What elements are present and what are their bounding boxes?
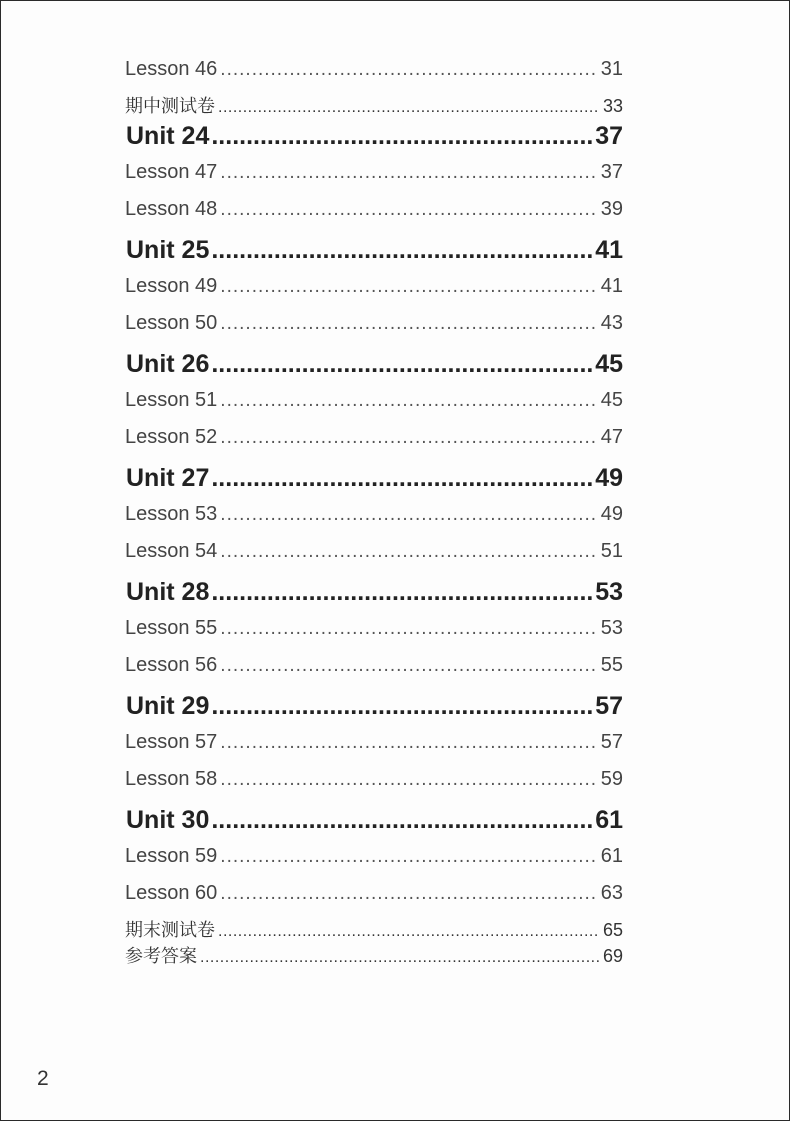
entry-title: Lesson 47 xyxy=(125,161,218,183)
dot-leader xyxy=(220,273,597,301)
entry-page-number: 61 xyxy=(600,845,623,867)
entry-page-number: 31 xyxy=(600,58,623,80)
entry-page-number: 45 xyxy=(600,389,623,411)
dot-leader xyxy=(211,460,592,496)
entry-title: Lesson 60 xyxy=(125,882,218,904)
toc-entry-row xyxy=(125,158,623,195)
table-of-contents xyxy=(125,55,623,968)
dot-leader xyxy=(220,310,597,338)
entry-page-number: 61 xyxy=(595,806,623,834)
toc-unit-row xyxy=(125,460,623,500)
entry-page-number: 37 xyxy=(600,161,623,183)
toc-entry-row xyxy=(125,842,623,879)
toc-unit-row xyxy=(125,232,623,272)
dot-leader xyxy=(220,538,597,566)
toc-unit-row xyxy=(125,346,623,386)
entry-title: 期中测试卷 xyxy=(125,96,215,116)
entry-page-number: 55 xyxy=(600,654,623,676)
entry-page-number: 53 xyxy=(600,617,623,639)
toc-entry-row xyxy=(125,651,623,688)
entry-page-number: 53 xyxy=(595,578,623,606)
toc-entry-row xyxy=(125,942,623,968)
entry-title: Lesson 58 xyxy=(125,768,218,790)
entry-page-number: 43 xyxy=(600,312,623,334)
toc-entry-row xyxy=(125,916,623,942)
dot-leader xyxy=(220,729,597,757)
unit-title: Unit 28 xyxy=(126,578,210,606)
toc-entry-row xyxy=(125,195,623,232)
toc-entry-row xyxy=(125,728,623,765)
entry-page-number: 33 xyxy=(602,96,623,116)
unit-title: Unit 24 xyxy=(126,122,210,150)
dot-leader xyxy=(220,56,597,84)
entry-title: Lesson 52 xyxy=(125,426,218,448)
dot-leader xyxy=(220,652,597,680)
entry-page-number: 47 xyxy=(600,426,623,448)
toc-unit-row xyxy=(125,574,623,614)
entry-page-number: 57 xyxy=(595,692,623,720)
entry-page-number: 57 xyxy=(600,731,623,753)
toc-unit-row xyxy=(125,802,623,842)
dot-leader xyxy=(211,232,592,268)
toc-entry-row xyxy=(125,309,623,346)
entry-page-number: 49 xyxy=(600,503,623,525)
dot-leader xyxy=(220,387,597,415)
entry-page-number: 41 xyxy=(595,236,623,264)
dot-leader xyxy=(200,949,600,967)
toc-entry-row xyxy=(125,879,623,916)
dot-leader xyxy=(220,766,597,794)
toc-entry-row xyxy=(125,500,623,537)
dot-leader xyxy=(220,501,597,529)
entry-page-number: 39 xyxy=(600,198,623,220)
toc-unit-row xyxy=(125,118,623,158)
entry-title: Lesson 57 xyxy=(125,731,218,753)
entry-page-number: 45 xyxy=(595,350,623,378)
entry-title: Lesson 51 xyxy=(125,389,218,411)
entry-title: 期末测试卷 xyxy=(125,920,215,940)
dot-leader xyxy=(211,688,592,724)
toc-entry-row xyxy=(125,92,623,118)
entry-page-number: 65 xyxy=(602,920,623,940)
entry-page-number: 59 xyxy=(600,768,623,790)
unit-title: Unit 26 xyxy=(126,350,210,378)
toc-entry-row xyxy=(125,765,623,802)
entry-title: Lesson 53 xyxy=(125,503,218,525)
unit-title: Unit 25 xyxy=(126,236,210,264)
dot-leader xyxy=(211,574,592,610)
entry-page-number: 37 xyxy=(595,122,623,150)
toc-entry-row xyxy=(125,272,623,309)
entry-title: 参考答案 xyxy=(125,946,197,966)
toc-entry-row xyxy=(125,537,623,574)
dot-leader xyxy=(211,802,592,838)
dot-leader xyxy=(220,196,597,224)
toc-unit-row xyxy=(125,688,623,728)
entry-title: Lesson 55 xyxy=(125,617,218,639)
dot-leader xyxy=(211,118,592,154)
toc-entry-row xyxy=(125,614,623,651)
dot-leader xyxy=(218,923,600,941)
page-number: 2 xyxy=(37,1067,49,1090)
dot-leader xyxy=(220,843,597,871)
entry-page-number: 41 xyxy=(600,275,623,297)
toc-entry-row xyxy=(125,423,623,460)
dot-leader xyxy=(220,615,597,643)
dot-leader xyxy=(220,424,597,452)
dot-leader xyxy=(220,159,597,187)
toc-entry-row xyxy=(125,386,623,423)
entry-page-number: 63 xyxy=(600,882,623,904)
entry-page-number: 51 xyxy=(600,540,623,562)
dot-leader xyxy=(211,346,592,382)
unit-title: Unit 29 xyxy=(126,692,210,720)
entry-title: Lesson 59 xyxy=(125,845,218,867)
entry-title: Lesson 48 xyxy=(125,198,218,220)
entry-title: Lesson 49 xyxy=(125,275,218,297)
dot-leader xyxy=(218,99,600,117)
entry-page-number: 49 xyxy=(595,464,623,492)
entry-title: Lesson 56 xyxy=(125,654,218,676)
entry-page-number: 69 xyxy=(602,946,623,966)
entry-title: Lesson 54 xyxy=(125,540,218,562)
toc-entry-row xyxy=(125,55,623,92)
unit-title: Unit 27 xyxy=(126,464,210,492)
unit-title: Unit 30 xyxy=(126,806,210,834)
dot-leader xyxy=(220,880,597,908)
entry-title: Lesson 50 xyxy=(125,312,218,334)
entry-title: Lesson 46 xyxy=(125,58,218,80)
